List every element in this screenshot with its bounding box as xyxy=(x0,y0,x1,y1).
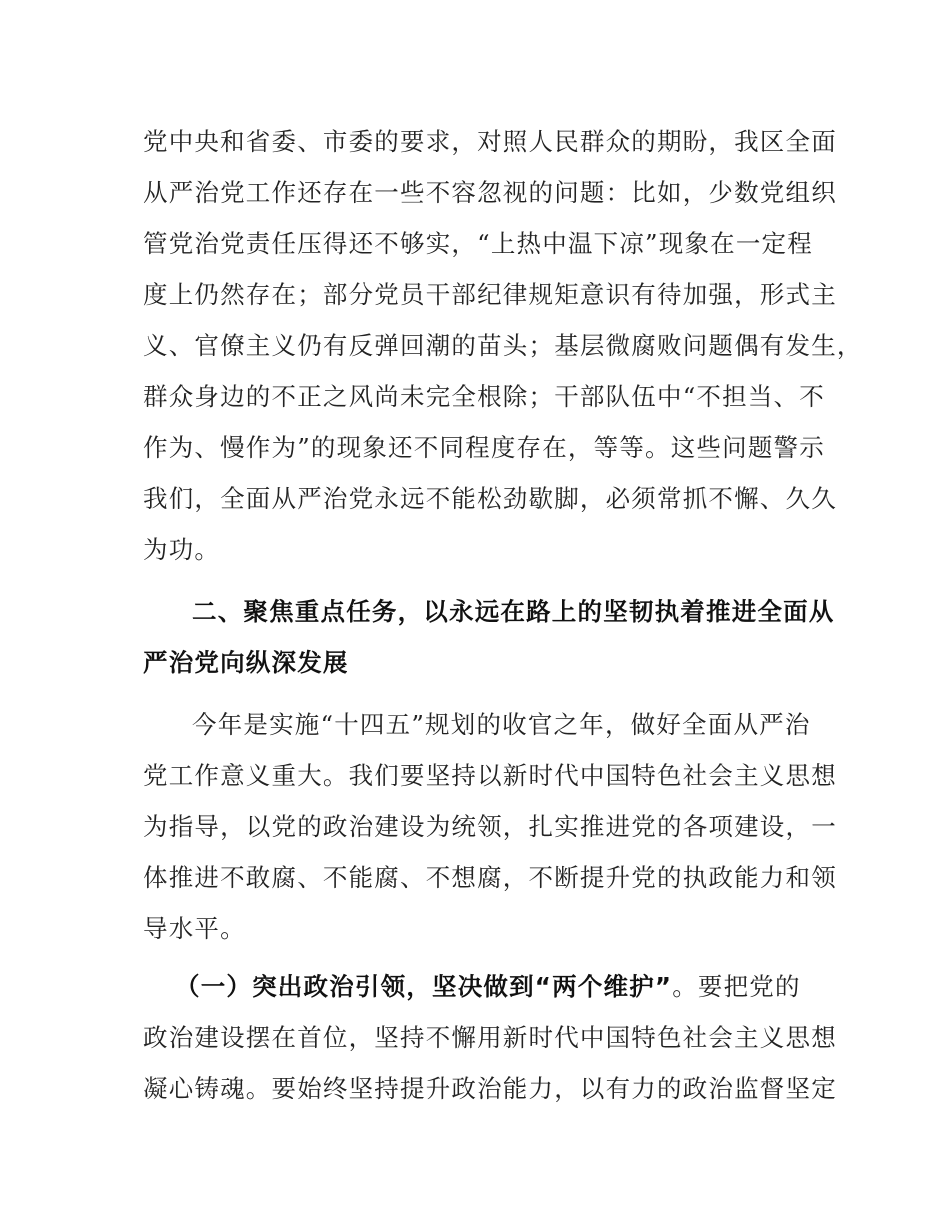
paragraph-2-line: 导水平。 xyxy=(143,914,246,943)
paragraph-1-line: 为功。 xyxy=(143,535,221,564)
paragraph-3-line: 凝心铸魂。要始终坚持提升政治能力，以有力的政治监督坚定 xyxy=(143,1074,837,1103)
section-heading-line: 二、聚焦重点任务，以永远在路上的坚韧执着推进全面从 xyxy=(192,597,835,626)
paragraph-1-line: 度上仍然存在；部分党员干部纪律规矩意识有待加强，形式主 xyxy=(143,280,837,309)
paragraph-3-line: 政治建设摆在首位，坚持不懈用新时代中国特色社会主义思想 xyxy=(143,1023,837,1052)
paragraph-2-line: 党工作意义重大。我们要坚持以新时代中国特色社会主义思想 xyxy=(143,761,837,790)
paragraph-1-line: 我们，全面从严治党永远不能松劲歇脚，必须常抓不懈、久久 xyxy=(143,484,837,513)
paragraph-1-line: 义、官僚主义仍有反弹回潮的苗头；基层微腐败问题偶有发生， xyxy=(143,331,863,360)
paragraph-1-line: 从严治党工作还存在一些不容忽视的问题：比如，少数党组织 xyxy=(143,178,837,207)
section-heading-line: 严治党向纵深发展 xyxy=(143,648,349,677)
subsection-heading: （一）突出政治引领，坚决做到“两个维护” xyxy=(175,972,673,1001)
paragraph-2-line: 为指导，以党的政治建设为统领，扎实推进党的各项建设，一 xyxy=(143,812,837,841)
paragraph-1-line: 群众身边的不正之风尚未完全根除；干部队伍中“不担当、不 xyxy=(143,382,825,411)
paragraph-2-line: 体推进不敢腐、不能腐、不想腐，不断提升党的执政能力和领 xyxy=(143,863,837,892)
paragraph-1-line: 党中央和省委、市委的要求，对照人民群众的期盼，我区全面 xyxy=(143,127,837,156)
paragraph-1-line: 管党治党责任压得还不够实，“上热中温下凉”现象在一定程 xyxy=(143,229,813,258)
paragraph-3-lead-rest: 。要把党的 xyxy=(672,972,801,1001)
paragraph-2-line: 今年是实施“十四五”规划的收官之年，做好全面从严治 xyxy=(192,710,811,739)
paragraph-3-first-line xyxy=(175,970,835,1004)
paragraph-1-line: 作为、慢作为”的现象还不同程度存在，等等。这些问题警示 xyxy=(143,433,825,462)
